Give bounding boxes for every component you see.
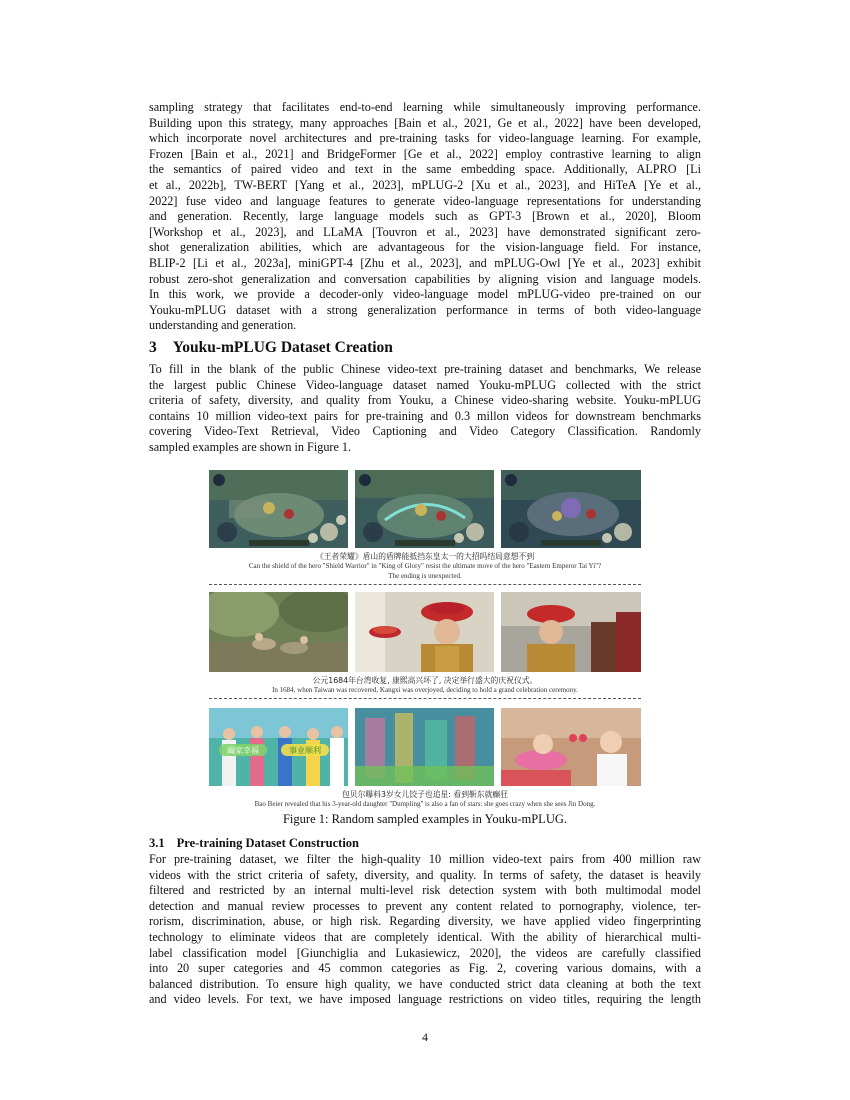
text-line: In this work, we provide a decoder-only video-language model mPLUG-video pre-trained on our	[149, 287, 701, 302]
text-line: and generation. Recently, large language models such as GPT-3 [Brown et al., 2020], Bloom	[149, 209, 701, 224]
figure-1	[209, 470, 641, 810]
subsection-number: 3.1	[149, 836, 165, 850]
intro-paragraph	[149, 100, 701, 334]
variety-frame-3	[501, 708, 641, 786]
subsection-title: Pre-training Dataset Construction	[176, 836, 360, 850]
text-line: sampled examples are shown in Figure 1.	[149, 439, 352, 454]
text-line: To fill in the blank of the public Chinese video-text pre-training dataset and benchmarks, We release	[149, 362, 701, 376]
text-line: understanding and generation.	[149, 318, 297, 333]
text-line: filtered and restricted by an internal multi-level risk detection system with both multimodal model	[149, 883, 701, 898]
example-1-english-caption-cont: The ending is unexpected.	[388, 572, 462, 580]
text-line: Frozen [Bain et al., 2021] and BridgeFormer [Ge et al., 2022] employ contrastive learning to align	[149, 146, 701, 161]
text-line: into 20 super categories and 45 common categories as Fig. 2, covering various domains, with a	[149, 961, 701, 976]
text-line: robust zero-shot generalization and conversation capabilities by aligning vision and language models.	[149, 271, 701, 286]
game-frame-1	[209, 470, 348, 548]
text-line: sampling strategy that facilitates end-to-end learning while simultaneously improving performance.	[149, 100, 701, 114]
drama-frame-3	[501, 592, 641, 672]
section-3-1-heading	[149, 836, 359, 851]
section-number: 3	[149, 339, 157, 356]
text-line: technology to eliminate videos that are completely identical. With the ability of hierarchical multi-	[149, 929, 701, 944]
text-line: criteria of safety, diversity, and quality from Youku, a Chinese video-sharing website. Youku-mPLUG	[149, 393, 701, 408]
text-line: label classification model [Giunchiglia and Lukasiewicz, 2020], the videos are carefully classified	[149, 945, 701, 960]
text-line: [Workshop et al., 2023], and LLaMA [Touvron et al., 2023] have demonstrated significant zero-	[149, 224, 701, 239]
text-line: contains 10 million video-text pairs for pre-training and 0.3 millon videos for downstream benchmarks	[149, 408, 701, 423]
section-3-heading	[149, 339, 393, 357]
text-line: which incorporate novel architectures and pre-training tasks for video-language learning. For example,	[149, 131, 701, 146]
page-number: 4	[422, 1030, 428, 1044]
text-line: Building upon this strategy, many approaches [Bain et al., 2021, Ge et al., 2022] have been developed,	[149, 115, 701, 130]
example-2-english-caption: In 1684, when Taiwan was recovered, Kangxi was overjoyed, deciding to hold a grand celebration ceremony.	[272, 686, 578, 694]
figure-divider	[209, 584, 641, 585]
game-frame-3	[501, 470, 641, 548]
text-line: Youku-mPLUG dataset with a strong generalization performance in terms of both video-language	[149, 302, 701, 317]
example-1-chinese-caption: 《王者荣耀》盾山的盾牌能抵挡东皇太一的大招吗结局意想不到	[315, 552, 535, 561]
figure-divider	[209, 698, 641, 699]
figure-caption: Figure 1: Random sampled examples in Youku-mPLUG.	[282, 812, 567, 826]
text-line: For pre-training dataset, we filter the high-quality 10 million video-text pairs from 400 million raw	[149, 852, 701, 866]
section-title: Youku-mPLUG Dataset Creation	[172, 339, 393, 356]
text-line: BLIP-2 [Li et al., 2023a], miniGPT-4 [Zhu et al., 2023], and mPLUG-Owl [Ye et al., 2023] exhibit	[149, 255, 701, 270]
sign-text-2: 事业顺利	[289, 746, 321, 755]
example-3-chinese-caption: 包贝尔曝料3岁女儿饺子也追星: 看到靳东就癫狂	[341, 790, 508, 799]
game-frame-2	[355, 470, 494, 548]
text-line: the largest public Chinese Video-language dataset named Youku-mPLUG collected with the strict	[149, 377, 701, 392]
text-line: videos with the strict criteria of safety, diversity, and quality. In terms of safety, the dataset is heavily	[149, 867, 701, 882]
text-line: et al., 2022b], TW-BERT [Yang et al., 2023], mPLUG-2 [Xu et al., 2023], and HiTeA [Ye et al.,	[149, 177, 701, 192]
section-3-paragraph	[149, 362, 701, 456]
text-line: shot generalization abilities, which are advantageous for the vision-language field. For instance,	[149, 240, 701, 255]
sign-text-1: 阖家幸福	[227, 746, 259, 755]
text-line: rorism, discrimination, abuse, or high risk. Regarding diversity, we have applied video fingerprinting	[149, 914, 701, 929]
text-line: 2022] fuse video and language features to generate video-language representations for understanding	[149, 193, 701, 208]
drama-frame-1	[209, 592, 348, 672]
text-line: and video levels. For text, we have imposed language restrictions on video titles, requiring the length	[149, 992, 701, 1007]
drama-frame-2	[355, 592, 494, 672]
variety-frame-1	[209, 708, 348, 786]
text-line: covering Video-Text Retrieval, Video Captioning and Video Category Classification. Randomly	[149, 424, 701, 439]
section-3-1-paragraph	[149, 852, 701, 1008]
example-1-english-caption: Can the shield of the hero "Shield Warrior" in "King of Glory" resist the ultimate move of the hero "Eastern Emperor Tai Yi"?	[248, 562, 602, 570]
text-line: the semantics of paired video and text in the same embedding space. Additionally, ALPRO [Li	[149, 162, 701, 177]
example-2-chinese-caption: 公元1684年台湾收复, 康熙高兴坏了, 决定举行盛大的庆祝仪式。	[312, 676, 538, 685]
variety-frame-2	[355, 708, 494, 786]
example-3-english-caption: Bao Beier revealed that his 3-year-old daughter "Dumpling" is also a fan of stars: she goes crazy when she sees Jin Dong.	[254, 800, 596, 808]
text-line: balanced distribution. To ensure high quality, we have conducted strict data cleaning at both the text	[149, 976, 701, 991]
text-line: detection and manual review processes to prevent any content related to pornography, violence, ter-	[149, 898, 701, 913]
